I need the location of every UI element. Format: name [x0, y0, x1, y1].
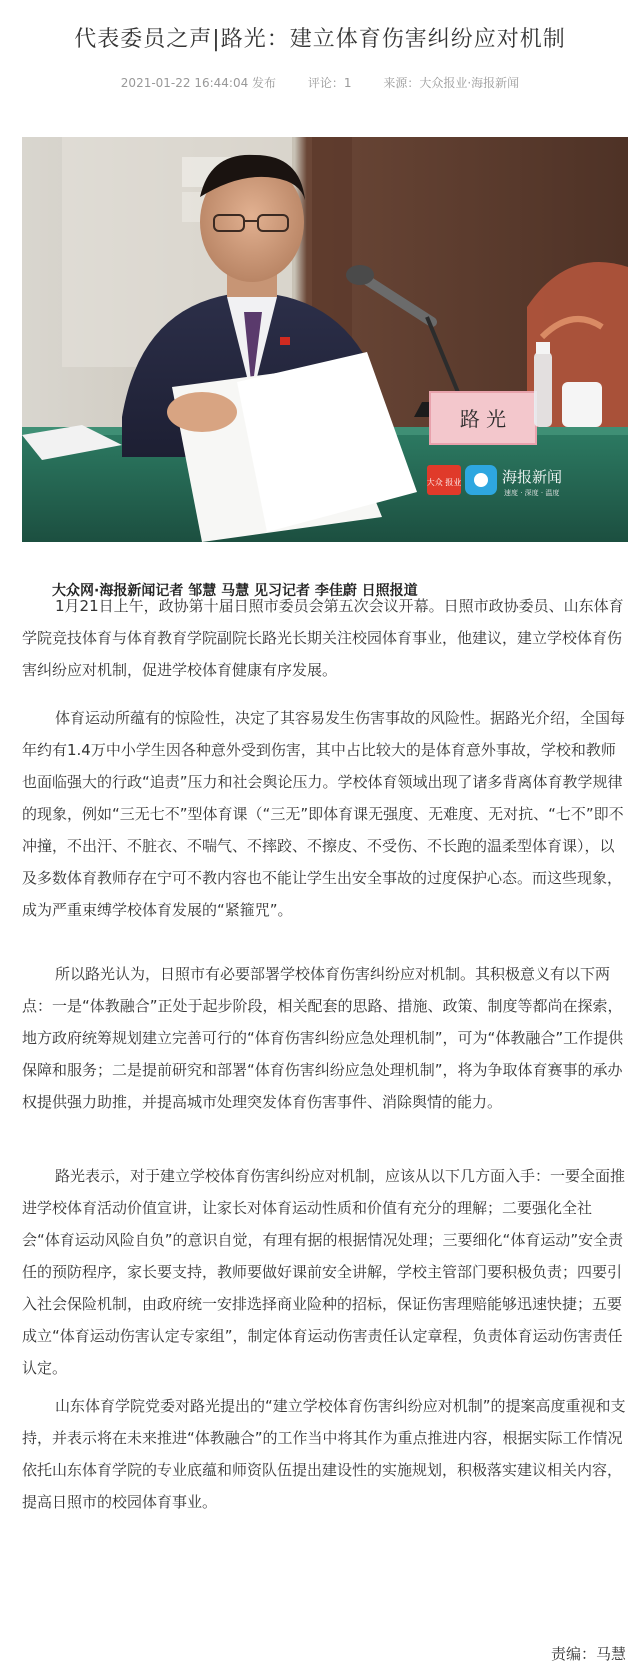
- paragraph-4: 路光表示，对于建立学校体育伤害纠纷应对机制，应该从以下几方面入手：一要全面推进学校体育活动价值宣讲，让家长对体育运动性质和价值有充分的理解；二要强化全社会“体育运动风险自负”的意识自觉，有理有据的根据情况处理；三要细化“体育运动”安全责任的预防程序，家长要支持，教师要做好课前安全讲解，学校主管部门要积极负责；四要引入社会保险机制，由政府统一安排选择商业险种的招标，保证伤害理赔能够迅速快捷；五要成立“体育运动伤害认定专家组”，制定体育运动伤害责任认定章程，负责体育运动伤害责任认定。: [22, 1167, 626, 1377]
- byline: 大众网·海报新闻记者 邹慧 马慧 见习记者 李佳蔚 日照报道: [52, 583, 418, 599]
- editor-credit: 责编：马慧: [550, 1645, 626, 1663]
- paragraph-3: 所以路光认为，日照市有必要部署学校体育伤害纠纷应对机制。其积极意义有以下两点：一是“体教融合”正处于起步阶段，相关配套的思路、措施、政策、制度等都尚在探索，地方政府统筹规划建立完善可行的“体育伤害纠纷应急处理机制”，可为“体教融合”工作提供保障和服务；二是提前研究和部署“体育伤害纠纷应急处理机制”，将为争取体育赛事的承办权提供强力助推，并提高城市处理突发体育伤害事件、消除舆情的能力。: [22, 965, 624, 1111]
- nameplate-text: 路 光: [459, 407, 507, 431]
- watermark-logo: 海报新闻: [502, 468, 563, 486]
- watermark-brand: 大众 报业: [426, 478, 462, 487]
- article-title: 代表委员之声|路光：建立体育伤害纠纷应对机制: [74, 27, 566, 52]
- article-source: 来源：大众报业·海报新闻: [383, 76, 520, 90]
- paragraph-1: 1月21日上午，政协第十届日照市委员会第五次会议开幕。日照市政协委员、山东体育学院竞技体育与体育教育学院副院长路光长期关注校园体育事业，他建议，建立学校体育伤害纠纷应对机制，促进学校体育健康有序发展。: [22, 597, 624, 679]
- article-photo: [22, 137, 628, 542]
- paragraph-5: 山东体育学院党委对路光提出的“建立学校体育伤害纠纷应对机制”的提案高度重视和支持，并表示将在未来推进“体教融合”的工作当中将其作为重点推进内容，根据实际工作情况依托山东体育学院的专业底蕴和师资队伍提出建设性的实施规划，积极落实建议相关内容，提高日照市的校园体育事业。: [22, 1397, 626, 1511]
- comment-count[interactable]: 评论：1: [307, 76, 352, 90]
- article-meta: [0, 74, 640, 91]
- paragraph-2: 体育运动所蕴有的惊险性，决定了其容易发生伤害事故的风险性。据路光介绍，全国每年约有1.4万中小学生因各种意外受到伤害，其中占比较大的是体育意外事故，学校和教师也面临强大的行政“追责”压力和社会舆论压力。学校体育领域出现了诸多背离体育教学规律的现象，例如“三无七不”型体育课（“三无”即体育课无强度、无难度、无对抗、“七不”即不冲撞，不出汗、不脏衣、不喘气、不摔跤、不擦皮、不受伤、不长跑的温柔型体育课），以及多数体育教师存在宁可不教内容也不能让学生出安全事故的过度保护心态。而这些现象，成为严重束缚学校体育发展的“紧箍咒”。: [22, 709, 626, 919]
- publish-time: 2021-01-22 16:44:04 发布: [120, 76, 277, 90]
- watermark-tagline: 速度 · 深度 · 温度: [504, 489, 560, 497]
